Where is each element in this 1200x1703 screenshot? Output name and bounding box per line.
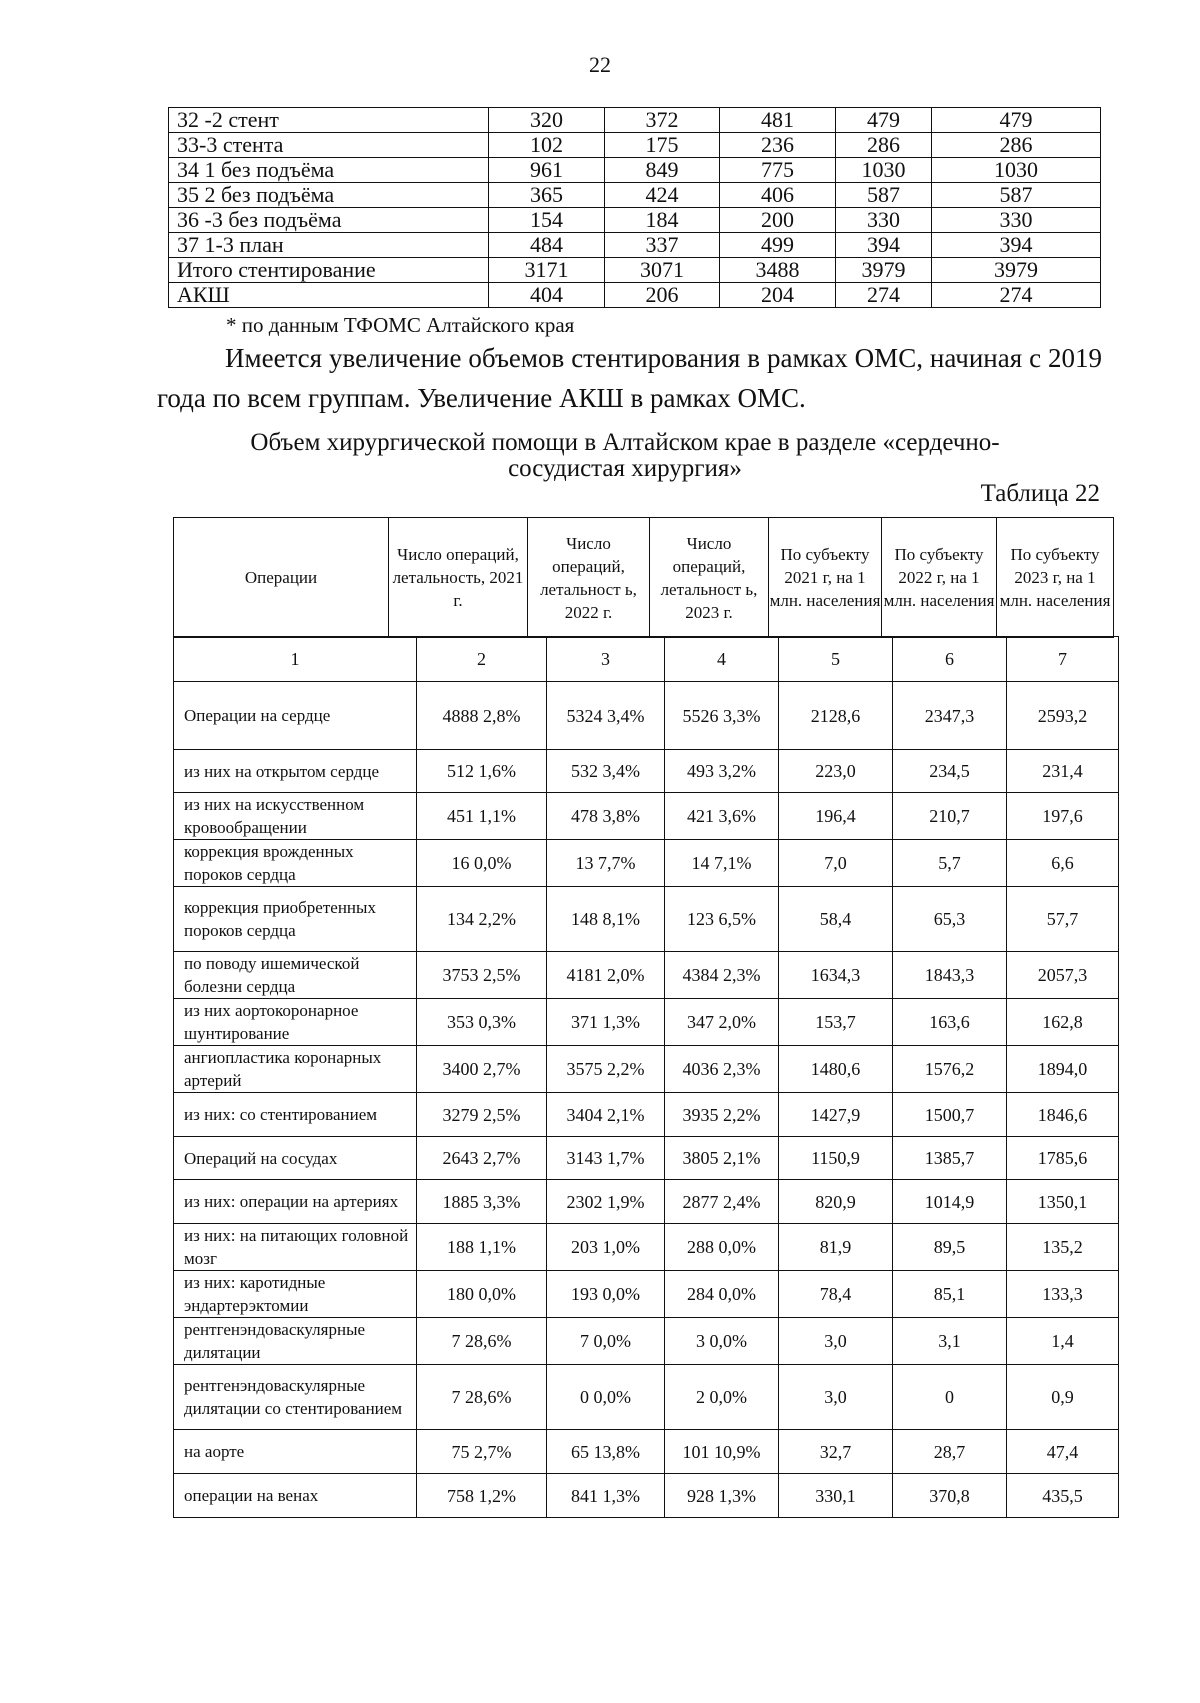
table-row — [169, 133, 1101, 158]
table-row — [169, 158, 1101, 183]
table-cell: 47,4 — [1007, 1430, 1119, 1474]
footnote: * по данным ТФОМС Алтайского края — [226, 313, 575, 337]
page-number: 22 — [589, 52, 611, 77]
table-cell: 3,1 — [893, 1318, 1007, 1365]
table-cell: 499 — [720, 233, 836, 258]
row-label: АКШ — [169, 283, 489, 308]
table-cell: 1785,6 — [1007, 1137, 1119, 1180]
table-cell: 424 — [605, 183, 720, 208]
table-cell: 3805 2,1% — [665, 1137, 779, 1180]
row-label: из них на открытом сердце — [174, 750, 417, 793]
table-cell: 1350,1 — [1007, 1180, 1119, 1224]
table-cell: 1576,2 — [893, 1046, 1007, 1093]
table-cell: 1634,3 — [779, 952, 893, 999]
table-cell: 0 — [893, 1365, 1007, 1430]
column-header: По субъекту 2023 г, на 1 млн. населения — [997, 518, 1114, 638]
table-cell: 1014,9 — [893, 1180, 1007, 1224]
table-cell: 13 7,7% — [547, 840, 665, 887]
table-row — [174, 1365, 1119, 1430]
column-number: 1 — [174, 637, 417, 682]
table-row — [174, 1318, 1119, 1365]
table-cell: 2347,3 — [893, 682, 1007, 750]
table-row — [174, 1046, 1119, 1093]
table-cell: 4384 2,3% — [665, 952, 779, 999]
table-cell: 57,7 — [1007, 887, 1119, 952]
table-cell: 330 — [932, 208, 1101, 233]
table-caption: Таблица 22 — [980, 480, 1100, 507]
table-row — [174, 1137, 1119, 1180]
table-cell: 1843,3 — [893, 952, 1007, 999]
table-cell: 1150,9 — [779, 1137, 893, 1180]
table-cell: 236 — [720, 133, 836, 158]
table-cell: 961 — [489, 158, 605, 183]
row-label: Итого стентирование — [169, 258, 489, 283]
table-cell: 2302 1,9% — [547, 1180, 665, 1224]
table-cell: 3979 — [932, 258, 1101, 283]
table-cell: 820,9 — [779, 1180, 893, 1224]
table-cell: 274 — [836, 283, 932, 308]
table-cell: 3,0 — [779, 1365, 893, 1430]
row-label: ангиопластика коронарных артерий — [174, 1046, 417, 1093]
column-number-row — [174, 637, 1119, 682]
column-number: 6 — [893, 637, 1007, 682]
table-cell: 154 — [489, 208, 605, 233]
row-label: коррекция приобретенных пороков сердца — [174, 887, 417, 952]
table-cell: 1894,0 — [1007, 1046, 1119, 1093]
table-cell: 532 3,4% — [547, 750, 665, 793]
row-label: на аорте — [174, 1430, 417, 1474]
table-cell: 14 7,1% — [665, 840, 779, 887]
table-cell: 210,7 — [893, 793, 1007, 840]
table-cell: 274 — [932, 283, 1101, 308]
surgery-table — [173, 636, 1119, 1518]
column-header: Число операций, летальност ь, 2023 г. — [650, 518, 769, 638]
table-cell: 3935 2,2% — [665, 1093, 779, 1137]
table-cell: 78,4 — [779, 1271, 893, 1318]
section-heading — [150, 430, 1100, 482]
table-cell: 394 — [836, 233, 932, 258]
table-cell: 102 — [489, 133, 605, 158]
table-cell: 3753 2,5% — [417, 952, 547, 999]
table-cell: 372 — [605, 108, 720, 133]
table-cell: 330,1 — [779, 1474, 893, 1518]
table-cell: 5324 3,4% — [547, 682, 665, 750]
table-row — [174, 840, 1119, 887]
table-cell: 421 3,6% — [665, 793, 779, 840]
row-label: операции на венах — [174, 1474, 417, 1518]
table-cell: 153,7 — [779, 999, 893, 1046]
table-cell: 371 1,3% — [547, 999, 665, 1046]
column-number: 5 — [779, 637, 893, 682]
table-cell: 1385,7 — [893, 1137, 1007, 1180]
table-cell: 404 — [489, 283, 605, 308]
table-cell: 1885 3,3% — [417, 1180, 547, 1224]
column-number: 7 — [1007, 637, 1119, 682]
row-label: Операции на сердце — [174, 682, 417, 750]
table-cell: 478 3,8% — [547, 793, 665, 840]
table-cell: 3143 1,7% — [547, 1137, 665, 1180]
column-number: 2 — [417, 637, 547, 682]
table-cell: 1030 — [932, 158, 1101, 183]
table-row — [174, 1180, 1119, 1224]
table-cell: 2593,2 — [1007, 682, 1119, 750]
row-label: рентгенэндоваскулярные дилятации — [174, 1318, 417, 1365]
table-cell: 188 1,1% — [417, 1224, 547, 1271]
table-cell: 320 — [489, 108, 605, 133]
row-label: 35 2 без подъёма — [169, 183, 489, 208]
table-cell: 1030 — [836, 158, 932, 183]
table-cell: 928 1,3% — [665, 1474, 779, 1518]
row-label: из них аортокоронарное шунтирование — [174, 999, 417, 1046]
table-cell: 284 0,0% — [665, 1271, 779, 1318]
table-cell: 394 — [932, 233, 1101, 258]
table-cell: 4888 2,8% — [417, 682, 547, 750]
table-cell: 479 — [932, 108, 1101, 133]
table-row — [174, 1093, 1119, 1137]
table-cell: 7,0 — [779, 840, 893, 887]
table-cell: 180 0,0% — [417, 1271, 547, 1318]
table-cell: 5,7 — [893, 840, 1007, 887]
table-cell: 587 — [932, 183, 1101, 208]
row-label: 34 1 без подъёма — [169, 158, 489, 183]
table-cell: 196,4 — [779, 793, 893, 840]
table-cell: 0 0,0% — [547, 1365, 665, 1430]
table-cell: 370,8 — [893, 1474, 1007, 1518]
table-row — [174, 1474, 1119, 1518]
column-number: 4 — [665, 637, 779, 682]
row-label: из них: операции на артериях — [174, 1180, 417, 1224]
table-cell: 451 1,1% — [417, 793, 547, 840]
table-cell: 193 0,0% — [547, 1271, 665, 1318]
stenting-table — [168, 107, 1101, 308]
table-row — [174, 793, 1119, 840]
table-row — [174, 952, 1119, 999]
table-row — [174, 750, 1119, 793]
column-header: По субъекту 2022 г, на 1 млн. населения — [882, 518, 997, 638]
row-label: из них: на питающих головной мозг — [174, 1224, 417, 1271]
heading-line-1: Объем хирургической помощи в Алтайском крае в разделе «сердечно- — [250, 429, 1000, 456]
table-cell: 3575 2,2% — [547, 1046, 665, 1093]
table-cell: 512 1,6% — [417, 750, 547, 793]
column-number: 3 — [547, 637, 665, 682]
table-cell: 2128,6 — [779, 682, 893, 750]
table-cell: 234,5 — [893, 750, 1007, 793]
table-cell: 587 — [836, 183, 932, 208]
table-cell: 1500,7 — [893, 1093, 1007, 1137]
table-cell: 135,2 — [1007, 1224, 1119, 1271]
table-row — [174, 682, 1119, 750]
row-label: из них: со стентированием — [174, 1093, 417, 1137]
row-label: 36 -3 без подъёма — [169, 208, 489, 233]
table-cell: 1480,6 — [779, 1046, 893, 1093]
table-row — [169, 108, 1101, 133]
table-cell: 493 3,2% — [665, 750, 779, 793]
table-cell: 841 1,3% — [547, 1474, 665, 1518]
table-row — [169, 233, 1101, 258]
table-cell: 65 13,8% — [547, 1430, 665, 1474]
table-row — [169, 183, 1101, 208]
table-cell: 406 — [720, 183, 836, 208]
table-cell: 3071 — [605, 258, 720, 283]
row-label: из них: каротидные эндартерэктомии — [174, 1271, 417, 1318]
table-cell: 197,6 — [1007, 793, 1119, 840]
table-cell: 58,4 — [779, 887, 893, 952]
table-cell: 148 8,1% — [547, 887, 665, 952]
table-cell: 0,9 — [1007, 1365, 1119, 1430]
table-cell: 286 — [932, 133, 1101, 158]
table-cell: 2057,3 — [1007, 952, 1119, 999]
table-cell: 3979 — [836, 258, 932, 283]
table-cell: 479 — [836, 108, 932, 133]
table-cell: 4181 2,0% — [547, 952, 665, 999]
table-cell: 162,8 — [1007, 999, 1119, 1046]
row-label: Операций на сосудах — [174, 1137, 417, 1180]
table-cell: 3400 2,7% — [417, 1046, 547, 1093]
table-cell: 133,3 — [1007, 1271, 1119, 1318]
table-cell: 89,5 — [893, 1224, 1007, 1271]
table-cell: 6,6 — [1007, 840, 1119, 887]
table-cell: 223,0 — [779, 750, 893, 793]
table-cell: 775 — [720, 158, 836, 183]
table-cell: 365 — [489, 183, 605, 208]
table-cell: 134 2,2% — [417, 887, 547, 952]
table-cell: 5526 3,3% — [665, 682, 779, 750]
table-cell: 484 — [489, 233, 605, 258]
heading-line-2: сосудистая хирургия» — [508, 455, 742, 482]
table-cell: 1846,6 — [1007, 1093, 1119, 1137]
table-row — [174, 1430, 1119, 1474]
table-cell: 2 0,0% — [665, 1365, 779, 1430]
table-row — [174, 1224, 1119, 1271]
row-label: по поводу ишемической болезни сердца — [174, 952, 417, 999]
table-cell: 337 — [605, 233, 720, 258]
row-label: из них на искусственном кровообращении — [174, 793, 417, 840]
table-row — [174, 1271, 1119, 1318]
row-label: рентгенэндоваскулярные дилятации со стентированием — [174, 1365, 417, 1430]
table-cell: 175 — [605, 133, 720, 158]
table-cell: 65,3 — [893, 887, 1007, 952]
table-cell: 206 — [605, 283, 720, 308]
row-label: 37 1-3 план — [169, 233, 489, 258]
table-row — [169, 208, 1101, 233]
column-header: Число операций, летальност ь, 2022 г. — [528, 518, 650, 638]
table-cell: 1427,9 — [779, 1093, 893, 1137]
table-cell: 286 — [836, 133, 932, 158]
table-cell: 330 — [836, 208, 932, 233]
table-cell: 2877 2,4% — [665, 1180, 779, 1224]
table-cell: 3171 — [489, 258, 605, 283]
row-label: коррекция врожденных пороков сердца — [174, 840, 417, 887]
table-cell: 16 0,0% — [417, 840, 547, 887]
table-cell: 435,5 — [1007, 1474, 1119, 1518]
table-header-row — [174, 518, 1114, 638]
table-cell: 123 6,5% — [665, 887, 779, 952]
table-cell: 2643 2,7% — [417, 1137, 547, 1180]
table-cell: 7 28,6% — [417, 1318, 547, 1365]
table-row — [169, 258, 1101, 283]
table-cell: 849 — [605, 158, 720, 183]
table-row — [174, 999, 1119, 1046]
table-row — [169, 283, 1101, 308]
table-cell: 481 — [720, 108, 836, 133]
table-cell: 3,0 — [779, 1318, 893, 1365]
table-cell: 7 28,6% — [417, 1365, 547, 1430]
table-cell: 4036 2,3% — [665, 1046, 779, 1093]
table-cell: 101 10,9% — [665, 1430, 779, 1474]
surgery-table-header — [173, 517, 1114, 638]
table-cell: 75 2,7% — [417, 1430, 547, 1474]
table-cell: 81,9 — [779, 1224, 893, 1271]
row-label: 33-3 стента — [169, 133, 489, 158]
table-cell: 204 — [720, 283, 836, 308]
table-cell: 184 — [605, 208, 720, 233]
summary-text: Имеется увеличение объемов стентирования в рамках ОМС, начиная с 2019 года по всем группам. Увеличение АКШ в рамках ОМС. — [157, 343, 1102, 413]
table-cell: 231,4 — [1007, 750, 1119, 793]
table-cell: 347 2,0% — [665, 999, 779, 1046]
table-cell: 85,1 — [893, 1271, 1007, 1318]
table-cell: 3488 — [720, 258, 836, 283]
column-header: По субъекту 2021 г, на 1 млн. населения — [769, 518, 882, 638]
column-header: Число операций, летальность, 2021 г. — [389, 518, 528, 638]
table-cell: 758 1,2% — [417, 1474, 547, 1518]
column-header: Операции — [174, 518, 389, 638]
table-cell: 3279 2,5% — [417, 1093, 547, 1137]
row-label: 32 -2 стент — [169, 108, 489, 133]
table-row — [174, 887, 1119, 952]
table-cell: 200 — [720, 208, 836, 233]
table-cell: 203 1,0% — [547, 1224, 665, 1271]
table-cell: 163,6 — [893, 999, 1007, 1046]
summary-paragraph — [157, 338, 1102, 418]
table-cell: 32,7 — [779, 1430, 893, 1474]
table-cell: 288 0,0% — [665, 1224, 779, 1271]
table-cell: 353 0,3% — [417, 999, 547, 1046]
table-cell: 3 0,0% — [665, 1318, 779, 1365]
table-cell: 3404 2,1% — [547, 1093, 665, 1137]
table-cell: 1,4 — [1007, 1318, 1119, 1365]
table-cell: 7 0,0% — [547, 1318, 665, 1365]
table-cell: 28,7 — [893, 1430, 1007, 1474]
